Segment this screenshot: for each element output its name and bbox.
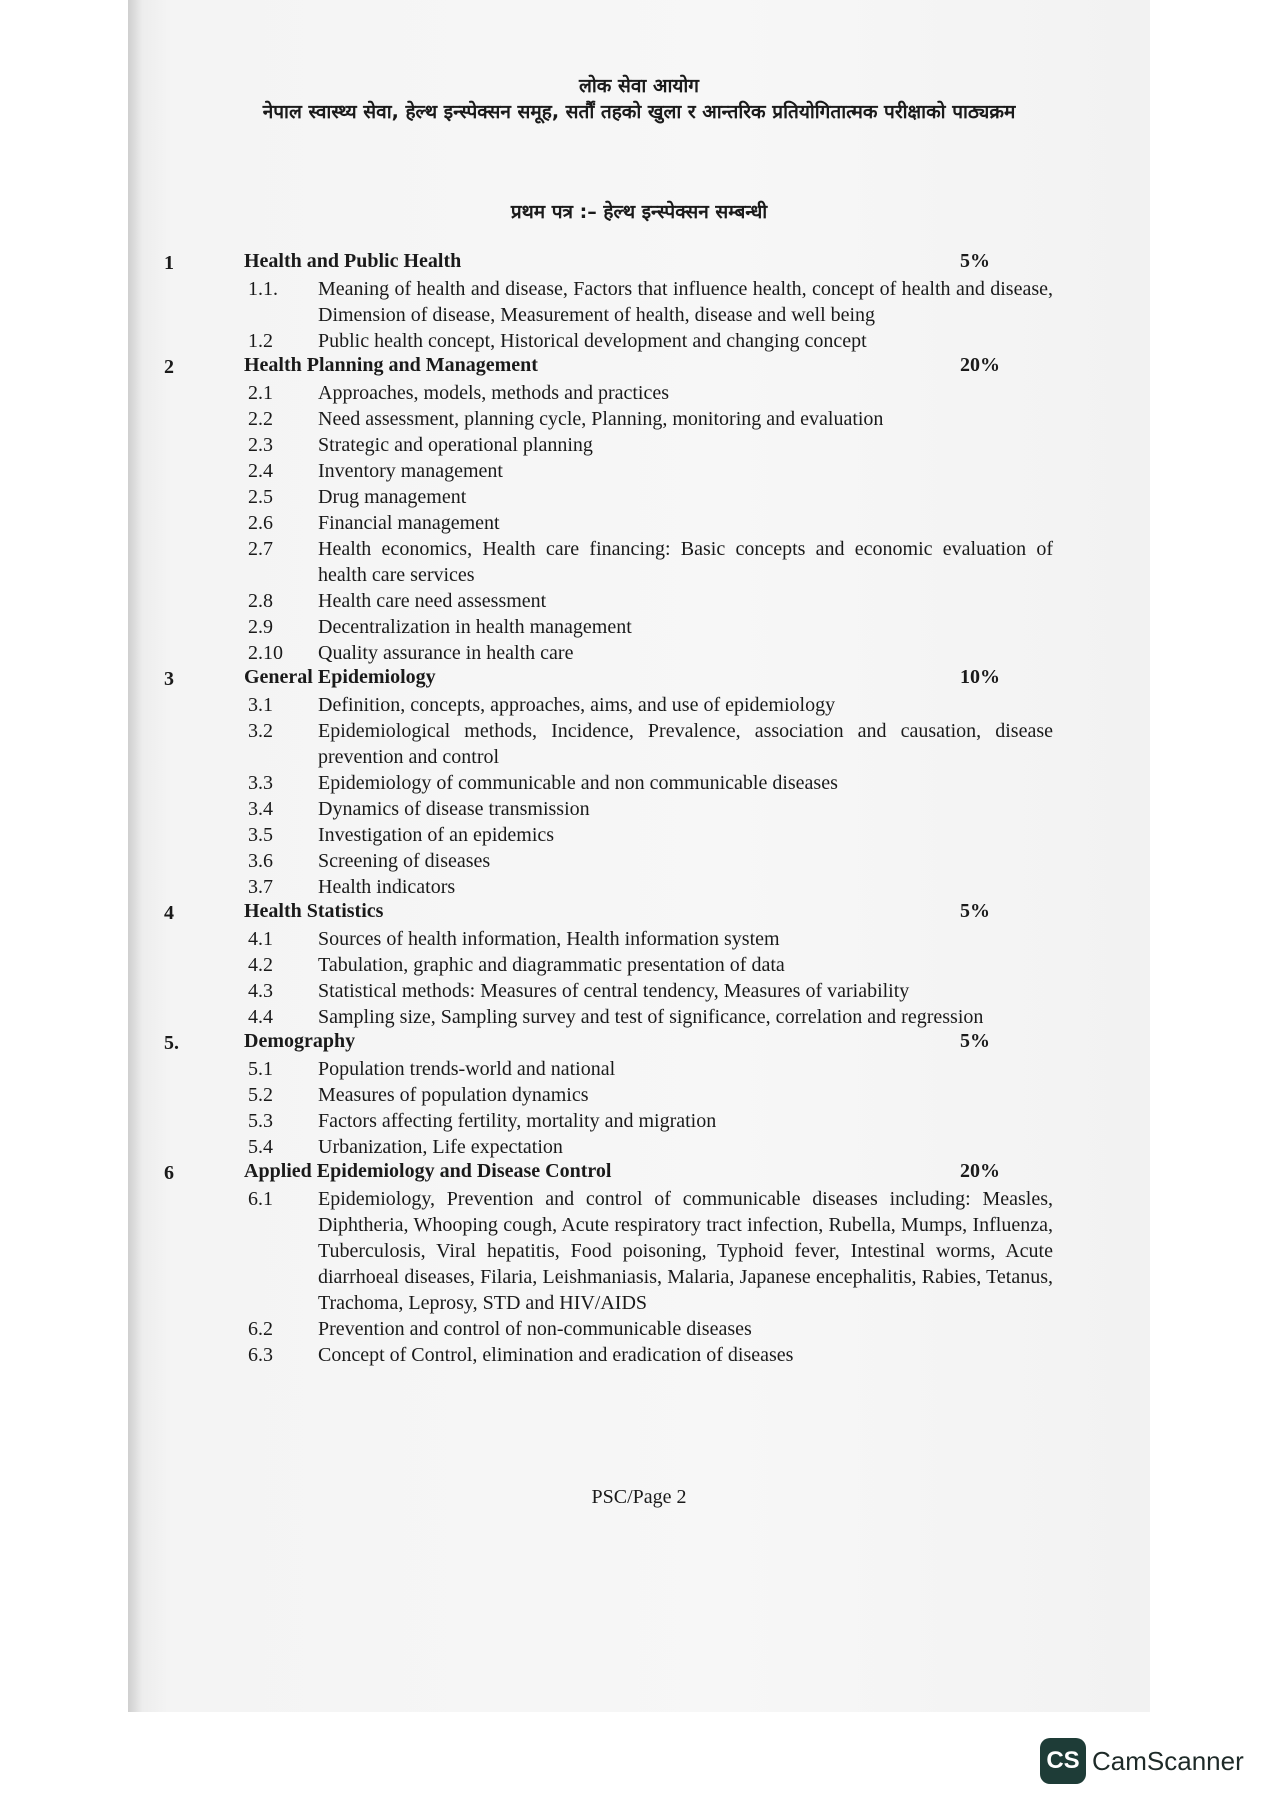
- item-number: 4.2: [248, 954, 273, 976]
- item-number: 2.10: [248, 642, 283, 664]
- syllabus-section: [160, 354, 1060, 666]
- section-title: General Epidemiology: [244, 666, 436, 688]
- syllabus-heading: नेपाल स्वास्थ्य सेवा, हेल्थ इन्स्पेक्सन समूह, सर्तौं तहको खुला र आन्तरिक प्रतियोगितात्मक परीक्षाको पाठ्यक्रम: [262, 101, 1016, 123]
- syllabus-item: [160, 458, 1060, 484]
- syllabus-item: [160, 588, 1060, 614]
- section-weight: 20%: [960, 354, 1000, 376]
- item-number: 2.4: [248, 460, 273, 482]
- syllabus-item: [160, 978, 1060, 1004]
- item-number: 1.2: [248, 330, 273, 352]
- syllabus-item: [160, 1342, 1060, 1368]
- item-text: Health care need assessment: [318, 590, 547, 612]
- syllabus-item: [160, 432, 1060, 458]
- syllabus-item: [160, 692, 1060, 718]
- item-number: 3.6: [248, 850, 273, 872]
- item-number: 2.7: [248, 538, 273, 560]
- item-text: Epidemiology of communicable and non communicable diseases: [318, 772, 838, 794]
- syllabus-item: [160, 380, 1060, 406]
- section-weight: 10%: [960, 666, 1000, 688]
- item-text: Quality assurance in health care: [318, 642, 574, 664]
- item-number: 1.1.: [248, 278, 278, 300]
- item-text: Decentralization in health management: [318, 616, 632, 638]
- item-number: 2.1: [248, 382, 273, 404]
- section-header: [160, 666, 1060, 692]
- item-text: Population trends-world and national: [318, 1058, 616, 1080]
- section-header: [160, 900, 1060, 926]
- syllabus-item: [160, 1134, 1060, 1160]
- syllabus-item: [160, 614, 1060, 640]
- syllabus-section: [160, 900, 1060, 1030]
- section-number: 6: [164, 1162, 174, 1184]
- camscanner-watermark: [1040, 1738, 1244, 1784]
- item-number: 2.8: [248, 590, 273, 612]
- item-text: Statistical methods: Measures of central tendency, Measures of variability: [318, 980, 910, 1002]
- section-weight: 5%: [960, 250, 990, 272]
- item-text: Factors affecting fertility, mortality and migration: [318, 1110, 717, 1132]
- item-number: 4.3: [248, 980, 273, 1002]
- section-number: 2: [164, 356, 174, 378]
- syllabus-item: [160, 406, 1060, 432]
- syllabus-item: [160, 1082, 1060, 1108]
- section-number: 5.: [164, 1032, 179, 1054]
- section-title: Health Statistics: [244, 900, 384, 922]
- item-number: 2.5: [248, 486, 273, 508]
- section-header: [160, 1030, 1060, 1056]
- section-weight: 20%: [960, 1160, 1000, 1182]
- item-text: Approaches, models, methods and practices: [318, 382, 670, 404]
- syllabus-item: [160, 640, 1060, 666]
- section-number: 4: [164, 902, 174, 924]
- syllabus-section: [160, 1160, 1060, 1368]
- syllabus-item: [160, 796, 1060, 822]
- section-header: [160, 1160, 1060, 1186]
- item-number: 2.9: [248, 616, 273, 638]
- syllabus-item: [160, 770, 1060, 796]
- syllabus-item: [160, 952, 1060, 978]
- syllabus-item: [160, 822, 1060, 848]
- item-number: 2.6: [248, 512, 273, 534]
- item-text: Dynamics of disease transmission: [318, 798, 590, 820]
- item-number: 3.3: [248, 772, 273, 794]
- section-header: [160, 250, 1060, 276]
- syllabus-item: [160, 1316, 1060, 1342]
- syllabus-item: [160, 484, 1060, 510]
- syllabus-item: [160, 1004, 1060, 1030]
- item-text: Strategic and operational planning: [318, 434, 593, 456]
- section-weight: 5%: [960, 900, 990, 922]
- item-text: Epidemiology, Prevention and control of communicable diseases including: Measles, Diphtheria, Whooping cough, Acute respiratory tract infection, Rubella, Mumps, Influenza, Tuberculosis, Viral hepatitis, Food poisoning, Typhoid fever, Intestinal worms, Acute diarrhoeal diseases, Filaria, Leishmaniasis, Malaria, Japanese encephalitis, Rabies, Tetanus, Trachoma, Leprosy, STD and HIV/AIDS: [318, 1188, 1053, 1314]
- item-text: Health economics, Health care financing: Basic concepts and economic evaluation of health care services: [318, 538, 1053, 586]
- syllabus-section: [160, 666, 1060, 900]
- item-number: 6.2: [248, 1318, 273, 1340]
- item-number: 5.1: [248, 1058, 273, 1080]
- paper-title: प्रथम पत्र :– हेल्थ इन्स्पेक्सन सम्बन्धी: [510, 201, 768, 223]
- page-number: PSC/Page 2: [591, 1486, 687, 1508]
- item-text: Health indicators: [318, 876, 456, 898]
- syllabus-item: [160, 1108, 1060, 1134]
- item-number: 4.1: [248, 928, 273, 950]
- item-text: Sources of health information, Health information system: [318, 928, 780, 950]
- syllabus-section: [160, 250, 1060, 354]
- camscanner-logo-icon: CS: [1040, 1738, 1086, 1784]
- syllabus-item: [160, 1056, 1060, 1082]
- item-number: 3.1: [248, 694, 273, 716]
- item-number: 5.3: [248, 1110, 273, 1132]
- item-number: 2.3: [248, 434, 273, 456]
- section-title: Applied Epidemiology and Disease Control: [244, 1160, 612, 1182]
- syllabus-item: [160, 718, 1060, 770]
- syllabus-section: [160, 1030, 1060, 1160]
- item-text: Need assessment, planning cycle, Planning, monitoring and evaluation: [318, 408, 884, 430]
- item-number: 2.2: [248, 408, 273, 430]
- syllabus-item: [160, 1186, 1060, 1316]
- section-header: [160, 354, 1060, 380]
- item-number: 3.2: [248, 720, 273, 742]
- item-text: Drug management: [318, 486, 467, 508]
- section-weight: 5%: [960, 1030, 990, 1052]
- item-number: 6.3: [248, 1344, 273, 1366]
- item-text: Urbanization, Life expectation: [318, 1136, 563, 1158]
- item-text: Public health concept, Historical development and changing concept: [318, 330, 867, 352]
- item-text: Meaning of health and disease, Factors that influence health, concept of health and disease, Dimension of disease, Measurement of health, disease and well being: [318, 278, 1053, 326]
- item-number: 6.1: [248, 1188, 273, 1210]
- item-text: Sampling size, Sampling survey and test of significance, correlation and regression: [318, 1006, 984, 1028]
- item-text: Inventory management: [318, 460, 503, 482]
- syllabus-item: [160, 536, 1060, 588]
- syllabus-item: [160, 276, 1060, 328]
- item-text: Definition, concepts, approaches, aims, and use of epidemiology: [318, 694, 836, 716]
- item-text: Epidemiological methods, Incidence, Prevalence, association and causation, disease prevention and control: [318, 720, 1053, 768]
- item-text: Financial management: [318, 512, 500, 534]
- section-number: 1: [164, 252, 174, 274]
- syllabus-list: [160, 250, 1060, 1368]
- item-number: 3.7: [248, 876, 273, 898]
- section-title: Health and Public Health: [244, 250, 462, 272]
- section-title: Demography: [244, 1030, 356, 1052]
- item-text: Prevention and control of non-communicable diseases: [318, 1318, 752, 1340]
- syllabus-item: [160, 874, 1060, 900]
- syllabus-item: [160, 926, 1060, 952]
- item-text: Concept of Control, elimination and eradication of diseases: [318, 1344, 794, 1366]
- item-text: Tabulation, graphic and diagrammatic presentation of data: [318, 954, 785, 976]
- item-number: 3.5: [248, 824, 273, 846]
- item-text: Screening of diseases: [318, 850, 491, 872]
- syllabus-item: [160, 848, 1060, 874]
- item-text: Investigation of an epidemics: [318, 824, 555, 846]
- syllabus-item: [160, 328, 1060, 354]
- item-number: 3.4: [248, 798, 273, 820]
- camscanner-brand: CamScanner: [1092, 1745, 1244, 1776]
- item-number: 5.4: [248, 1136, 273, 1158]
- item-number: 4.4: [248, 1006, 273, 1028]
- section-title: Health Planning and Management: [244, 354, 538, 376]
- item-text: Measures of population dynamics: [318, 1084, 589, 1106]
- item-number: 5.2: [248, 1084, 273, 1106]
- section-number: 3: [164, 668, 174, 690]
- syllabus-item: [160, 510, 1060, 536]
- commission-name: लोक सेवा आयोग: [578, 75, 699, 97]
